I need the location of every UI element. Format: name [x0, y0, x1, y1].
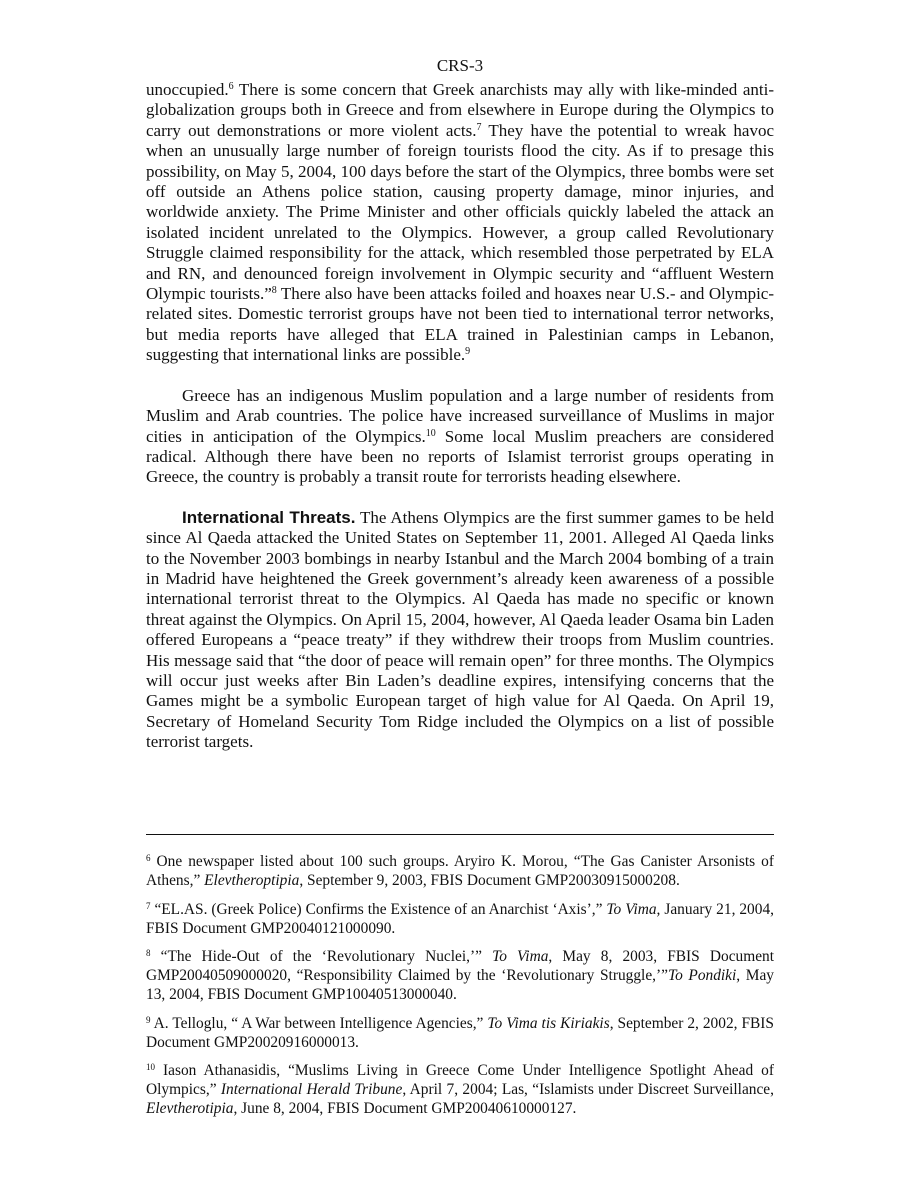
paragraph: [146, 80, 774, 366]
text-run: “The Hide-Out of the ‘Revolutionary Nuclei,’”: [150, 948, 493, 965]
text-run: Greece has an indigenous Muslim population and a large number of residents from Muslim and Arab countries. The police have increased surveillance of Muslims in major cities in anticipation of the Olympics.: [146, 385, 774, 446]
text-run: , April 7, 2004; Las, “Islamists under Discreet Surveillance,: [402, 1081, 774, 1098]
text-run: January 21, 2004, FBIS Document GMP20040121000090.: [146, 900, 774, 937]
text-run: , September 9, 2003, FBIS Document GMP20030915000208.: [299, 872, 680, 889]
footnote-marker: 6: [228, 81, 234, 92]
page-number-header: CRS-3: [436, 56, 484, 75]
footnote: [146, 1014, 774, 1052]
publication-title: To Vima: [492, 948, 549, 965]
footnote-marker: 7: [146, 900, 151, 911]
text-run: “EL.AS. (Greek Police) Confirms the Existence of an Anarchist ‘Axis’,”: [150, 900, 607, 918]
publication-title: To Vima tis Kiriakis: [487, 1014, 610, 1032]
section-heading: International Threats.: [182, 507, 356, 527]
text-run: , May 13, 2004, FBIS Document GMP10040513000040.: [146, 967, 774, 1003]
text-run: Iason Athanasidis, “Muslims Living in Greece Come Under Intelligence Spotlight Ahead of Olympics,”: [146, 1062, 774, 1098]
document-page: [146, 0, 775, 1117]
text-run: , June 8, 2004, FBIS Document GMP20040610000127.: [233, 1100, 577, 1117]
text-run: They have the potential to wreak havoc when an unusually large number of foreign tourists flood the city. As if to presage this possibility, on May 5, 2004, 100 days before the start of the Olympics, three bombs were set off outside an Athens police station, causing property damage, minor injuries, and worldwide anxiety. The Prime Minister and other officials quickly labeled the attack an isolated incident unrelated to the Olympics. However, a group called Revolutionary Struggle claimed responsibility for the attack, which resembled those perpetrated by ELA and RN, and denounced foreign involvement in Olympic security and “affluent Western Olympic tourists.”: [146, 120, 775, 304]
publication-title: Elevtheroptipia: [204, 872, 300, 889]
text-run: The Athens Olympics are the first summer games to be held since Al Qaeda attacked the United States on September 11, 2001. Alleged Al Qaeda links to the November 2003 bombings in nearby Istanbul and the March 2004 bombing of a train in Madrid have heightened the Greek government’s already keen awareness of a possible international terrorist threat to the Olympics. Al Qaeda has made no specific or known threat against the Olympics. On April 15, 2004, however, Al Qaeda leader Osama bin Laden offered Europeans a “peace treaty” if they withdrew their troops from Muslim countries. His message said that “the door of peace will remain open” for three months. The Olympics will occur just weeks after Bin Laden’s deadline expires, intensifying concerns that the Games might be a symbolic European target of high value for Al Qaeda. On April 19, Secretary of Homeland Security Tom Ridge included the Olympics on a list of possible terrorist targets.: [146, 507, 775, 752]
publication-title: Elevtherotipia: [146, 1100, 234, 1117]
text-run: , September 2, 2002, FBIS Document GMP20020916000013.: [146, 1014, 774, 1051]
footnote-marker: 9: [146, 1014, 151, 1025]
text-run: A. Telloglu, “ A War between Intelligence Agencies,”: [150, 1014, 488, 1032]
footnote: [146, 900, 774, 938]
publication-title: To Pondiki: [667, 967, 737, 984]
text-run: Some local Muslim preachers are considered radical. Although there have been no reports of Islamist terrorist groups operating in Greece, the country is probably a transit route for terrorists heading elsewhere.: [146, 426, 775, 487]
paragraph: [146, 386, 774, 488]
publication-title: To Vima,: [606, 900, 661, 918]
paragraph: [146, 508, 774, 753]
footnote-marker: 6: [146, 853, 151, 863]
text-run: There is some concern that Greek anarchists may ally with like-minded anti-globalization groups both in Greece and from elsewhere in Europe during the Olympics to carry out demonstrations or more violent acts.: [146, 80, 774, 140]
text-run: There also have been attacks foiled and hoaxes near U.S.- and Olympic-related sites. Domestic terrorist groups have not been tied to international terror networks, but media reports have alleged that ELA trained in Palestinian camps in Lebanon, suggesting that international links are possible.: [146, 284, 774, 365]
footnotes: [146, 852, 774, 1128]
text-run: One newspaper listed about 100 such groups. Aryiro K. Morou, “The Gas Canister Arsonists of Athens,”: [146, 853, 774, 889]
publication-title: International Herald Tribune: [220, 1081, 403, 1098]
text-run: , May 8, 2003, FBIS Document GMP20040509000020, “Responsibility Claimed by the ‘Revolutionary Struggle,’”: [146, 948, 774, 984]
footnote-marker: 9: [465, 346, 471, 358]
footnote: [146, 1061, 774, 1118]
text-run: unoccupied.: [146, 80, 229, 99]
footnote: [146, 947, 774, 1004]
footnote-marker: 8: [271, 285, 277, 297]
footnote-marker: 8: [146, 948, 151, 958]
footnote-marker: 10: [425, 427, 436, 439]
footnote: [146, 852, 774, 890]
footnote-divider: [146, 834, 774, 835]
footnote-marker: 7: [476, 121, 482, 133]
footnote-marker: 10: [146, 1062, 155, 1072]
body-text: [146, 80, 774, 753]
